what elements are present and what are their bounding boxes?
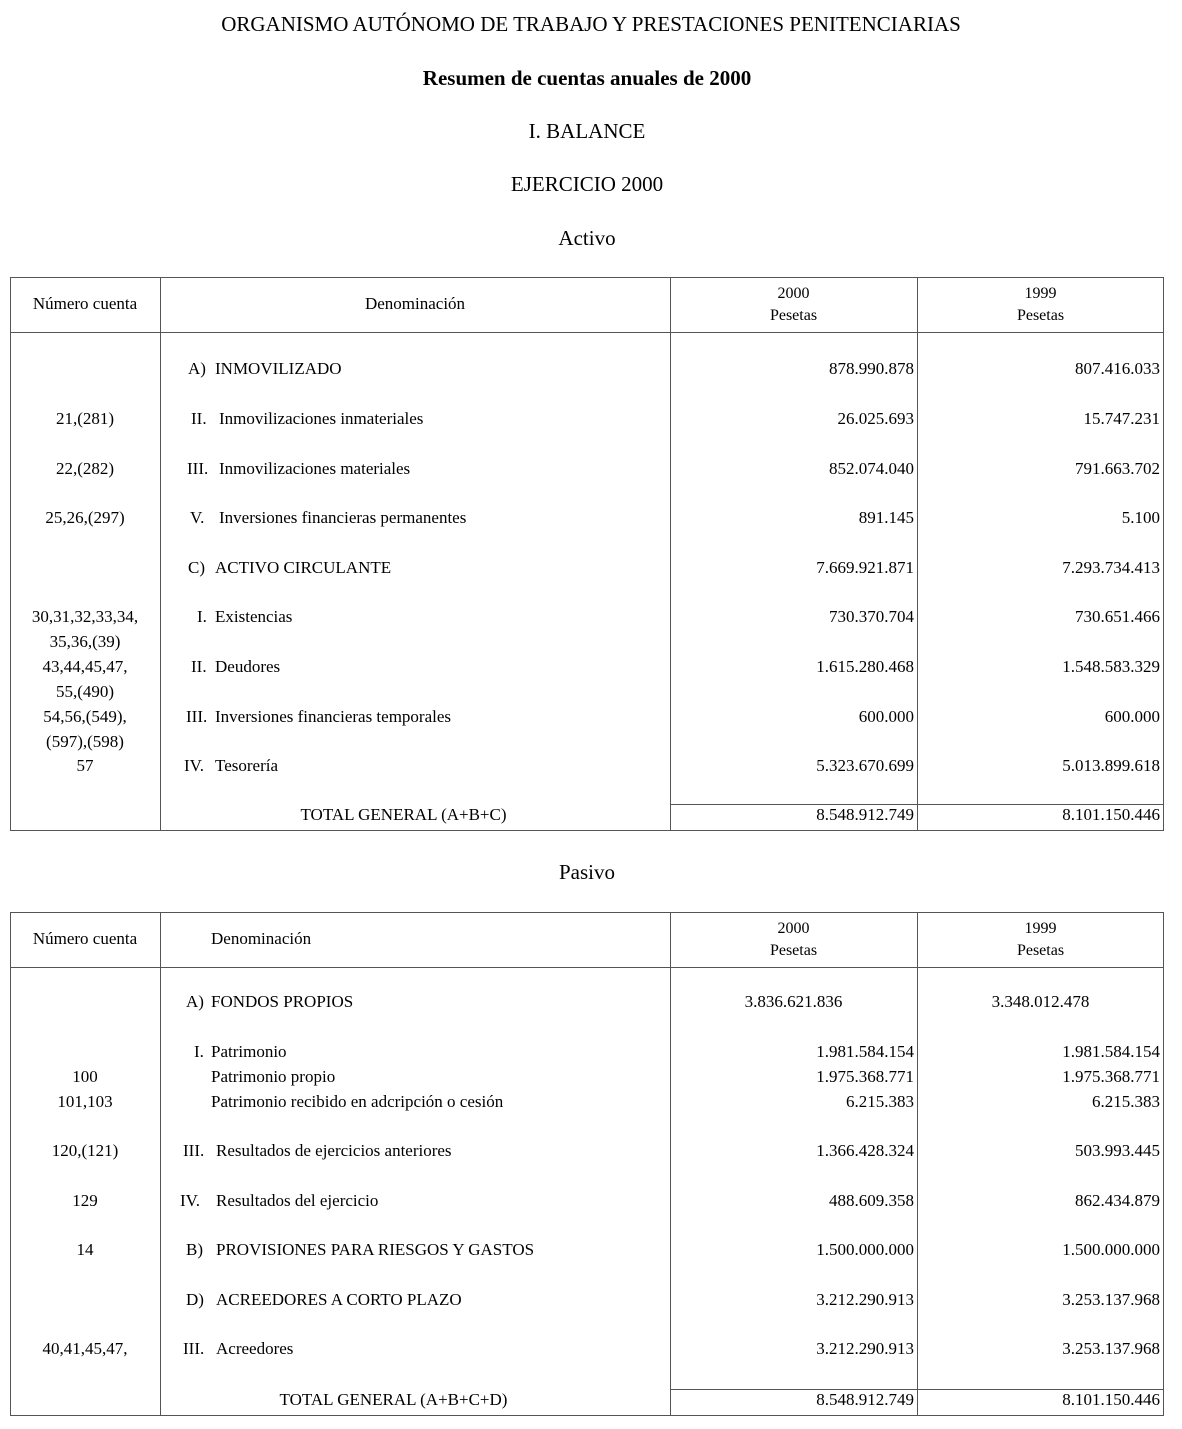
row-label: Resultados del ejercicio xyxy=(216,1191,379,1210)
row-value-2000: 26.025.693 xyxy=(837,409,914,428)
row-label: Tesorería xyxy=(215,756,278,775)
activo-col-2000-unit: Pesetas xyxy=(769,307,818,324)
row-label: Inversiones financieras permanentes xyxy=(219,508,467,527)
organism-title: ORGANISMO AUTÓNOMO DE TRABAJO Y PRESTACIONES PENITENCIARIAS xyxy=(221,12,961,36)
row-value-2000: 3.212.290.913 xyxy=(816,1290,914,1309)
row-account: 22,(282) xyxy=(55,459,115,478)
activo-title: Activo xyxy=(558,226,616,250)
row-value-1999: 3.348.012.478 xyxy=(991,992,1090,1011)
row-value-1999: 807.416.033 xyxy=(1075,359,1160,378)
row-value-1999: 1.975.368.771 xyxy=(1062,1067,1160,1086)
row-prefix: D) xyxy=(186,1290,204,1309)
section-title: I. BALANCE xyxy=(528,119,646,143)
total-value-2000: 8.548.912.749 xyxy=(816,1390,914,1409)
row-value-1999: 6.215.383 xyxy=(1092,1092,1160,1111)
row-label: Existencias xyxy=(215,607,293,626)
row-value-2000: 6.215.383 xyxy=(846,1092,914,1111)
row-prefix: I. xyxy=(194,1042,204,1061)
row-account: 40,41,45,47, xyxy=(42,1339,128,1358)
row-label: ACTIVO CIRCULANTE xyxy=(215,558,392,577)
row-account: 100 xyxy=(72,1067,98,1086)
row-value-1999: 791.663.702 xyxy=(1075,459,1160,478)
row-label: Deudores xyxy=(215,657,281,676)
row-value-2000: 3.212.290.913 xyxy=(816,1339,914,1358)
row-label: INMOVILIZADO xyxy=(215,359,342,378)
row-value-1999: 7.293.734.413 xyxy=(1062,558,1160,577)
row-prefix: A) xyxy=(188,359,206,378)
row-label: Inmovilizaciones inmateriales xyxy=(219,409,424,428)
row-value-1999: 503.993.445 xyxy=(1075,1141,1160,1160)
row-prefix: I. xyxy=(197,607,207,626)
row-prefix: IV. xyxy=(184,756,204,775)
row-label: Resultados de ejercicios anteriores xyxy=(216,1141,452,1160)
row-label: Inversiones financieras temporales xyxy=(215,707,452,726)
row-prefix: B) xyxy=(186,1240,203,1259)
row-value-1999: 600.000 xyxy=(1104,707,1160,726)
row-value-2000: 852.074.040 xyxy=(829,459,914,478)
row-account-cont: 35,36,(39) xyxy=(49,632,121,651)
row-value-1999: 3.253.137.968 xyxy=(1062,1290,1160,1309)
report-subtitle: Resumen de cuentas anuales de 2000 xyxy=(422,66,752,90)
row-value-1999: 1.981.584.154 xyxy=(1062,1042,1160,1061)
row-value-2000: 1.615.280.468 xyxy=(816,657,914,676)
activo-col-1999-year: 1999 xyxy=(1024,285,1057,302)
pasivo-col-1999-unit: Pesetas xyxy=(1016,942,1065,959)
total-value-1999: 8.101.150.446 xyxy=(1062,1390,1160,1409)
activo-col-account: Número cuenta xyxy=(32,294,138,313)
pasivo-col-2000-unit: Pesetas xyxy=(769,942,818,959)
row-prefix: III. xyxy=(186,707,208,726)
pasivo-col-name: Denominación xyxy=(211,929,312,948)
row-value-2000: 1.500.000.000 xyxy=(816,1240,914,1259)
row-account: 129 xyxy=(72,1191,98,1210)
row-prefix: III. xyxy=(183,1141,205,1160)
row-label: PROVISIONES PARA RIESGOS Y GASTOS xyxy=(216,1240,535,1259)
total-label: TOTAL GENERAL (A+B+C+D) xyxy=(279,1390,508,1409)
row-account: 54,56,(549), xyxy=(43,707,127,726)
row-account-cont: (597),(598) xyxy=(46,732,124,751)
pasivo-col-1999-year: 1999 xyxy=(1024,920,1057,937)
row-value-1999: 1.548.583.329 xyxy=(1062,657,1160,676)
row-account-cont: 55,(490) xyxy=(55,682,115,701)
row-account: 43,44,45,47, xyxy=(42,657,128,676)
row-value-2000: 1.981.584.154 xyxy=(816,1042,914,1061)
row-prefix: V. xyxy=(190,508,205,527)
row-value-2000: 5.323.670.699 xyxy=(816,756,914,775)
row-value-2000: 1.366.428.324 xyxy=(816,1141,914,1160)
row-value-2000: 7.669.921.871 xyxy=(816,558,914,577)
row-label: ACREEDORES A CORTO PLAZO xyxy=(216,1290,462,1309)
row-account: 101,103 xyxy=(57,1092,113,1111)
exercise-title: EJERCICIO 2000 xyxy=(510,172,664,196)
row-account: 57 xyxy=(76,756,94,775)
activo-col-2000-year: 2000 xyxy=(777,285,810,302)
row-value-2000: 891.145 xyxy=(858,508,914,527)
row-value-1999: 1.500.000.000 xyxy=(1062,1240,1160,1259)
pasivo-title: Pasivo xyxy=(558,860,615,884)
row-value-1999: 15.747.231 xyxy=(1083,409,1160,428)
row-account: 14 xyxy=(76,1240,94,1259)
row-label: Patrimonio xyxy=(211,1042,287,1061)
row-value-2000: 600.000 xyxy=(858,707,914,726)
total-value-1999: 8.101.150.446 xyxy=(1062,805,1160,824)
row-value-1999: 5.100 xyxy=(1121,508,1160,527)
row-value-2000: 878.990.878 xyxy=(829,359,914,378)
row-prefix: C) xyxy=(188,558,205,577)
row-value-2000: 488.609.358 xyxy=(829,1191,914,1210)
activo-col-1999-unit: Pesetas xyxy=(1016,307,1065,324)
row-value-2000: 1.975.368.771 xyxy=(816,1067,914,1086)
row-label: Patrimonio recibido en adcripción o cesión xyxy=(211,1092,504,1111)
row-account: 120,(121) xyxy=(51,1141,119,1160)
row-label: FONDOS PROPIOS xyxy=(211,992,354,1011)
row-account: 30,31,32,33,34, xyxy=(31,607,139,626)
row-prefix: III. xyxy=(187,459,209,478)
row-account: 25,26,(297) xyxy=(45,508,125,527)
row-label: Patrimonio propio xyxy=(211,1067,336,1086)
row-value-2000: 3.836.621.836 xyxy=(744,992,843,1011)
row-value-1999: 5.013.899.618 xyxy=(1062,756,1160,775)
row-prefix: II. xyxy=(191,657,207,676)
row-label: Acreedores xyxy=(216,1339,294,1358)
row-value-1999: 730.651.466 xyxy=(1075,607,1160,626)
row-prefix: III. xyxy=(183,1339,205,1358)
pasivo-col-2000-year: 2000 xyxy=(777,920,810,937)
row-label: Inmovilizaciones materiales xyxy=(219,459,411,478)
row-prefix: A) xyxy=(186,992,204,1011)
row-value-2000: 730.370.704 xyxy=(829,607,914,626)
row-value-1999: 3.253.137.968 xyxy=(1062,1339,1160,1358)
total-label: TOTAL GENERAL (A+B+C) xyxy=(300,805,507,824)
activo-col-name: Denominación xyxy=(364,294,466,313)
row-prefix: II. xyxy=(191,409,207,428)
row-prefix: IV. xyxy=(180,1191,200,1210)
row-value-1999: 862.434.879 xyxy=(1075,1191,1160,1210)
pasivo-col-account: Número cuenta xyxy=(32,929,138,948)
total-value-2000: 8.548.912.749 xyxy=(816,805,914,824)
row-account: 21,(281) xyxy=(55,409,115,428)
